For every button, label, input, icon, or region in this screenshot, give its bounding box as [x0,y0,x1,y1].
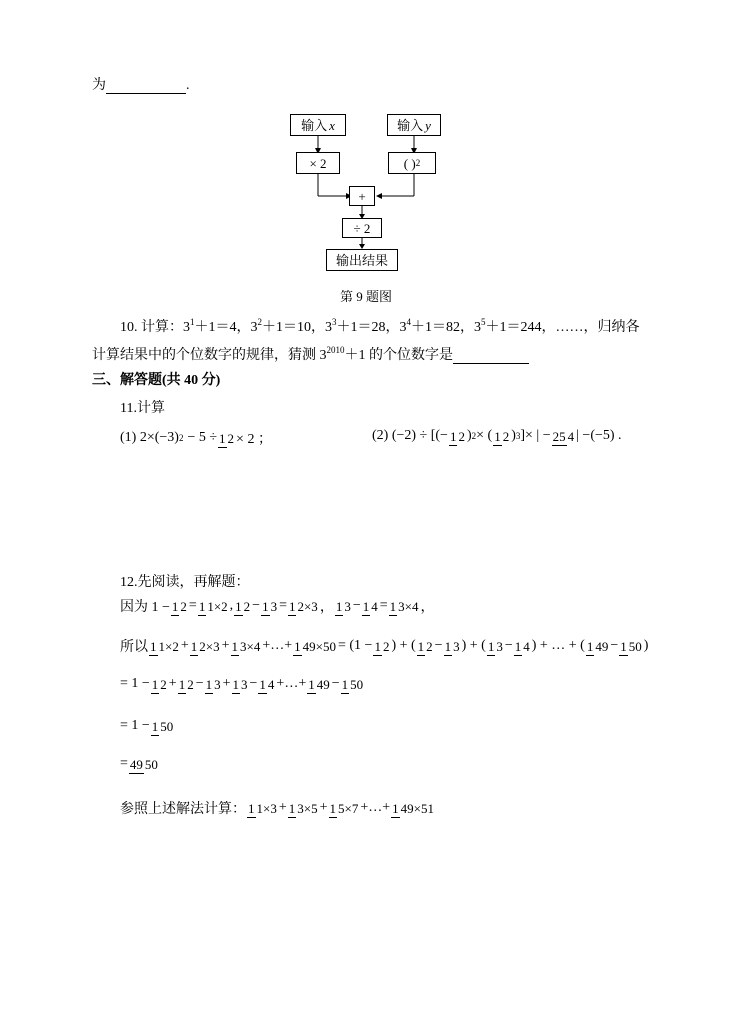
denominator: 49×50 [302,638,336,654]
expr: + [180,638,189,653]
expr: ) [466,428,472,443]
expr: + [168,676,177,691]
expr: = [279,598,287,613]
expr: + [278,800,287,815]
expr: + [221,638,230,653]
expr: ) + … + ( [531,638,585,653]
q12-line-3 [120,676,365,692]
fraction [231,640,262,653]
expr: | −(−5) . [576,428,622,443]
expr: +…+ [262,638,293,653]
denominator: 1×2 [207,598,228,614]
q11-title: 11.计算 [120,401,165,416]
numerator: 1 [198,598,206,614]
numerator: 1 [449,428,457,444]
expr: − [331,676,340,691]
answer-blank [453,349,529,364]
fraction [218,432,235,445]
numerator: 1 [341,676,349,692]
fraction [171,600,188,613]
expr: ， [319,600,334,615]
denominator: 3×5 [297,800,318,816]
denominator: 4 [267,676,275,692]
expr: × 2 ； [236,432,272,447]
numerator: 49 [129,756,143,772]
numerator: 1 [190,638,198,654]
numerator: 1 [362,598,370,614]
denominator: 3 [270,598,278,614]
flow-output [326,249,398,271]
denominator: 3 [214,676,221,692]
denominator: 2 [227,430,235,446]
denominator: 4 [371,598,378,614]
fraction [514,640,531,653]
denominator: 2 [180,598,187,614]
exp: 4 [406,317,411,327]
divide-two-label: ÷ 2 [353,220,371,236]
expr: = 1 − [120,718,150,733]
expr: 因为 1 − [120,600,170,615]
square-label: ( ) [403,155,416,171]
fraction [258,678,275,691]
q10-text: ＋1 的个位数字是 [344,348,453,363]
denominator: 3 [496,638,503,654]
expr: ) + ( [391,638,416,653]
fraction [149,640,180,653]
fraction [205,678,222,691]
expr: 所以 [120,640,148,655]
denominator: 3×4 [240,638,261,654]
expr: − [610,638,619,653]
numerator: 25 [552,428,566,444]
denominator: 2 [382,638,390,654]
fraction [552,430,576,443]
numerator: 1 [294,638,301,654]
numerator: 1 [620,638,627,654]
exp: 2 [257,317,262,327]
denominator: 2×3 [297,598,318,614]
numerator: 1 [150,638,157,654]
expr: = [120,756,128,771]
denominator: 3×4 [398,598,419,614]
expr: + [319,800,328,815]
fraction [234,600,251,613]
denominator: 3 [241,676,248,692]
expr: 参照上述解法计算： [120,802,246,817]
flow-divide-two [342,218,382,238]
square-exponent: 2 [415,157,421,168]
numerator: 1 [444,638,452,654]
output-label: 输出结果 [335,252,388,268]
numerator: 1 [248,800,255,816]
numerator: 1 [151,718,159,734]
fraction [261,600,278,613]
fraction [493,430,510,443]
expr: , [229,598,234,613]
denominator: 50 [160,718,174,734]
numerator: 1 [262,598,269,614]
flow-input-x [290,114,346,136]
numerator: 1 [335,598,343,614]
exp: 2010 [326,345,345,355]
q9-period: . [186,78,190,93]
var-x: x [329,117,335,133]
expr: ， [420,600,435,615]
expr: − [352,598,361,613]
q10-line-2 [92,346,529,364]
q12-line-4 [120,718,175,734]
expr: = (1 − [337,638,373,653]
expr: (1) 2×(−3) [120,430,179,445]
fraction [389,600,420,613]
q10-text: ＋1＝82，3 [411,320,481,335]
numerator: 1 [235,598,242,614]
numerator: 1 [586,638,594,654]
flow-input-x-label: 输入 [301,117,328,133]
q10-text: ＋1＝28，3 [336,320,407,335]
exp: 2 [471,431,477,441]
denominator: 49 [595,638,609,654]
expr: − [195,676,204,691]
denominator: 2 [502,428,510,444]
denominator: 3 [344,598,351,614]
numerator: 1 [259,676,266,692]
denominator: 4 [523,638,530,654]
fraction [362,600,379,613]
numerator: 1 [389,598,397,614]
q10-lead: 10. 计算：3 [120,320,190,335]
flow-plus [349,186,375,206]
expr: +…+ [276,676,307,691]
numerator: 1 [487,638,495,654]
fraction [129,758,159,771]
expr: ) + ( [461,638,486,653]
denominator: 50 [628,638,642,654]
flow-input-y-label: 输入 [397,117,424,133]
q12-title: 12.先阅读，再解题： [120,575,250,590]
numerator: 1 [231,638,238,654]
expr: + [222,676,231,691]
expr: × ( [476,428,493,443]
expr: = 1 − [120,676,150,691]
numerator: 1 [178,676,186,692]
denominator: 2 [243,598,251,614]
q12-line-2 [120,636,648,656]
q10-line-1 [120,318,640,335]
denominator: 50 [350,676,364,692]
exp: 3 [332,317,337,327]
fraction [373,640,390,653]
fraction [417,640,434,653]
fraction [232,678,249,691]
denominator: 49 [316,676,330,692]
numerator: 1 [288,800,296,816]
figure-caption: 第 9 题图 [340,289,393,304]
q9-prefix: 为 [92,78,106,93]
fraction [288,600,319,613]
fraction [329,802,360,815]
denominator: 2 [426,638,433,654]
exp: 1 [190,317,195,327]
numerator: 1 [329,800,336,816]
expr: = [379,598,388,613]
times-two-label: × 2 [309,155,327,171]
fraction [449,430,466,443]
plus-label: + [358,188,366,204]
expr: ) [511,428,516,443]
expr: − [504,638,513,653]
denominator: 50 [144,756,158,772]
numerator: 1 [219,430,226,446]
denominator: 5×7 [338,800,359,816]
fraction [151,678,168,691]
q11-part-1 [120,428,272,448]
expr: (2) (−2) ÷ [(− [372,428,448,443]
numerator: 1 [308,676,315,692]
numerator: 1 [205,676,213,692]
fraction [178,678,195,691]
expr: − 5 ÷ [187,430,218,445]
exp: 5 [481,317,486,327]
fraction [391,802,435,815]
fraction [247,802,278,815]
fraction [151,720,175,733]
q10-text: ＋1＝10，3 [262,320,332,335]
exp: 2 [178,433,184,443]
fraction [335,600,352,613]
denominator: 2 [187,676,194,692]
numerator: 1 [514,638,522,654]
numerator: 1 [288,598,296,614]
numerator: 1 [171,598,179,614]
denominator: 1×2 [158,638,179,654]
fraction [487,640,504,653]
expr: +…+ [360,800,391,815]
numerator: 1 [417,638,425,654]
denominator: 2×3 [199,638,220,654]
fraction [190,640,221,653]
q12-line-5 [120,756,160,772]
denominator: 2 [458,428,465,444]
exp: 3 [515,431,521,441]
denominator: 1×3 [256,800,277,816]
expr: = [188,598,197,613]
q10-text: 计算结果中的个位数字的规律，猜测 3 [92,348,327,363]
numerator: 1 [494,428,501,444]
numerator: 1 [374,638,381,654]
q10-text: ＋1＝244，……，归纳各 [485,320,640,335]
fraction [444,640,461,653]
section-title: 三、解答题(共 40 分) [92,373,221,388]
denominator: 2 [160,676,167,692]
flow-square [388,152,436,174]
fraction [619,640,643,653]
fraction [307,678,331,691]
expr: − [249,676,258,691]
denominator: 4 [567,428,575,444]
fraction [198,600,229,613]
flow-times-two [296,152,340,174]
expr: ) [643,638,649,653]
denominator: 3 [453,638,460,654]
q12-line-1 [120,596,434,616]
fraction [586,640,610,653]
numerator: 1 [151,676,159,692]
denominator: 49×51 [400,800,434,816]
fraction [288,802,319,815]
q12-line-6 [120,798,436,818]
expr: − [434,638,443,653]
numerator: 1 [392,800,399,816]
fraction [341,678,365,691]
expr: ]× | − [520,428,551,443]
var-y: y [425,117,431,133]
flow-input-y [387,114,441,136]
expr: − [252,598,261,613]
numerator: 1 [232,676,240,692]
q11-part-2 [372,428,622,444]
q10-text: ＋1＝4，3 [194,320,258,335]
fraction [293,640,337,653]
